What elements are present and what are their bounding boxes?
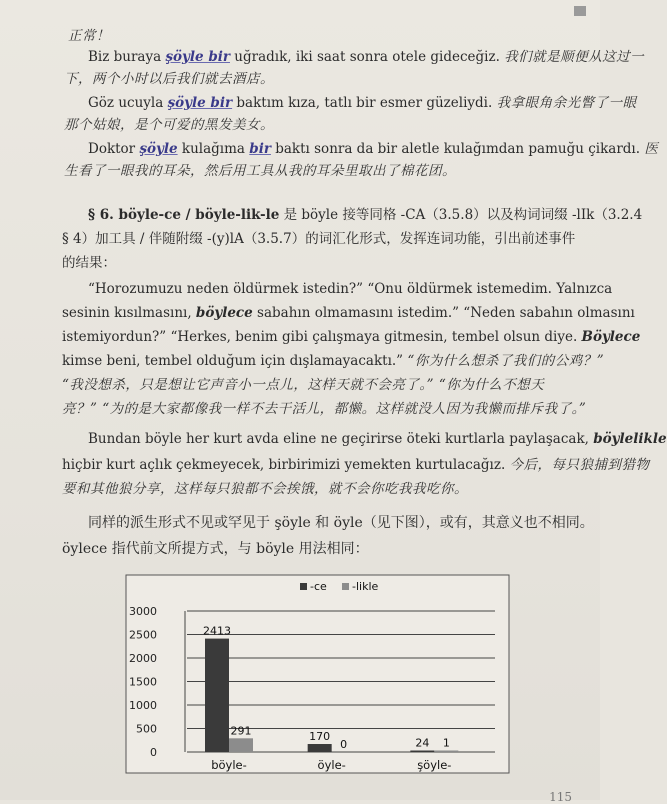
- line-20: 同样的派生形式不见或罕见于 şöyle 和 öyle（见下图），或有，其意义也不相同。: [88, 515, 594, 531]
- line-17: Bundan böyle her kurt avda eline ne geçirirse öteki kurtlarla paylaşacak, böylelikle: [88, 431, 667, 447]
- bar-ce: [205, 639, 229, 752]
- line-2: Biz buraya şöyle bir uğradık, iki saat sonra otele gideceğiz. 我们就是顺便从这过一: [88, 49, 645, 65]
- line-16: 亮？” “为的是大家都像我一样不去干活儿，都懒。这样就没人因为我懒而排斥我了。”: [62, 401, 587, 417]
- data-label: 0: [340, 738, 348, 751]
- line-19: 要和其他狼分享，这样每只狼都不会挨饿，就不会你吃我我吃你。: [62, 481, 468, 497]
- line-6: Doktor şöyle kulağıma bir baktı sonra da bir aletle kulağımdan pamuğu çikardı. 医: [88, 141, 659, 157]
- line-21: öylece 指代前文所提方式，与 böyle 用法相同：: [62, 541, 369, 557]
- y-tick-label: 2500: [129, 628, 157, 642]
- bookmark-tab: [574, 6, 586, 16]
- line-9: § 4）加工具 / 伴随附缀 -(y)lA（3.5.7）的词汇化形式，发挥连词功能，引出前述事件: [62, 231, 576, 247]
- data-label: 170: [309, 730, 331, 744]
- bar-ce: [308, 744, 332, 752]
- x-tick-label: şöyle-: [417, 758, 452, 772]
- bar-likle: [434, 751, 458, 753]
- y-tick-label: 0: [150, 746, 157, 759]
- page-number: 115: [549, 790, 572, 804]
- bar-ce: [410, 751, 434, 753]
- bar-chart: [125, 574, 510, 774]
- x-tick-label: böyle-: [211, 758, 247, 772]
- line-1: 正常！: [68, 28, 110, 44]
- line-14: kimse beni, tembel olduğum için dışlamayacaktı.” “你为什么想杀了我们的公鸡？”: [62, 353, 605, 369]
- y-tick-label: 1000: [129, 699, 157, 712]
- line-4: Göz ucuyla şöyle bir baktım kıza, tatlı bir esmer güzeliydi. 我拿眼角余光瞥了一眼: [88, 95, 637, 111]
- chart-frame: [126, 575, 509, 773]
- legend-label: -likle: [352, 580, 379, 593]
- x-tick-label: öyle-: [317, 758, 346, 772]
- legend-label: -ce: [310, 580, 327, 593]
- line-8: § 6. böyle-ce / böyle-lik-le 是 böyle 接等同格 -CA（3.5.8）以及构词词缀 -lIk（3.2.4: [88, 207, 643, 223]
- legend-swatch: [342, 583, 349, 590]
- line-15: “我没想杀，只是想让它声音小一点儿，这样天就不会亮了。” “你为什么不想天: [62, 377, 545, 393]
- data-label: 2413: [203, 624, 231, 638]
- y-tick-label: 3000: [129, 605, 157, 618]
- y-tick-label: 1500: [129, 675, 157, 689]
- data-label: 291: [230, 724, 252, 738]
- line-3: 下，两个小时以后我们就去酒店。: [64, 71, 274, 87]
- y-tick-label: 500: [136, 722, 157, 736]
- line-11: “Horozumuzu neden öldürmek istedin?” “Onu öldürmek istemedim. Yalnızca: [88, 281, 613, 297]
- line-13: istemiyordun?” “Herkes, benim gibi çalışmaya gitmesin, tembel olsun diye. Böylece: [62, 329, 641, 345]
- legend-swatch: [300, 583, 307, 590]
- line-12: sesinin kısılmasını, böylece sabahın olmamasını istedim.” “Neden sabahın olmasını: [62, 305, 635, 321]
- data-label: 24: [415, 736, 430, 750]
- bar-likle: [229, 738, 253, 752]
- line-7: 生看了一眼我的耳朵，然后用工具从我的耳朵里取出了棉花团。: [64, 163, 456, 179]
- line-18: hiçbir kurt açlık çekmeyecek, birbirimizi yemekten kurtulacağız. 今后，每只狼捕到猎物: [62, 457, 650, 473]
- line-10: 的结果：: [62, 255, 116, 271]
- data-label: 1: [442, 736, 450, 750]
- line-5: 那个姑娘，是个可爱的黑发美女。: [64, 117, 274, 133]
- y-tick-label: 2000: [129, 652, 157, 665]
